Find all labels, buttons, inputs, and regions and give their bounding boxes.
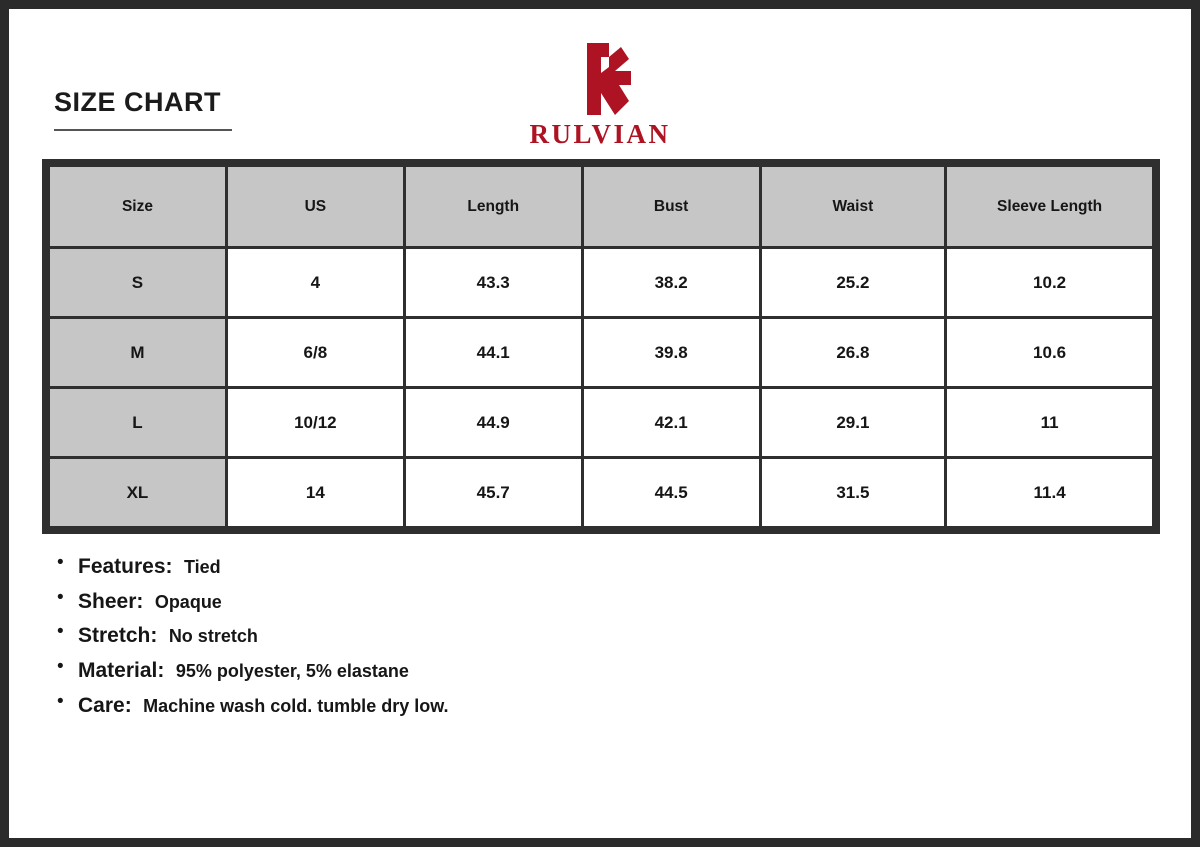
brand-block: [9, 41, 1191, 150]
cell-size: S: [49, 248, 227, 318]
cell-sleeve: 11: [946, 388, 1154, 458]
column-header-waist: Waist: [760, 166, 946, 248]
column-header-sleeve: Sleeve Length: [946, 166, 1154, 248]
cell-size: XL: [49, 458, 227, 528]
cell-sleeve: 11.4: [946, 458, 1154, 528]
spec-value-stretch: No stretch: [168, 626, 258, 647]
spec-value-care: Machine wash cold. tumble dry low.: [143, 695, 449, 716]
rulvian-monogram-icon: [557, 41, 643, 117]
cell-size: M: [49, 318, 227, 388]
cell-waist: 31.5: [760, 458, 946, 528]
cell-length: 44.1: [404, 318, 582, 388]
cell-us: 4: [226, 248, 404, 318]
table-row: [49, 388, 1154, 458]
cell-bust: 44.5: [582, 458, 760, 528]
column-header-size: Size: [49, 166, 227, 248]
cell-us: 14: [226, 458, 404, 528]
column-header-bust: Bust: [582, 166, 760, 248]
table-body: [49, 248, 1154, 528]
table-row: [49, 318, 1154, 388]
cell-waist: 26.8: [760, 318, 946, 388]
list-item: [57, 555, 1191, 579]
cell-sleeve: 10.6: [946, 318, 1154, 388]
list-item: [57, 590, 1191, 614]
column-header-length: Length: [404, 166, 582, 248]
cell-us: 10/12: [226, 388, 404, 458]
table-header: [49, 166, 1154, 248]
spec-label-sheer: Sheer:: [78, 589, 144, 613]
cell-us: 6/8: [226, 318, 404, 388]
size-chart-table: [47, 164, 1155, 529]
cell-bust: 38.2: [582, 248, 760, 318]
table-row: [49, 248, 1154, 318]
document-header: [9, 9, 1191, 159]
spec-value-features: Tied: [183, 557, 221, 577]
cell-sleeve: 10.2: [946, 248, 1154, 318]
cell-length: 45.7: [404, 458, 582, 528]
spec-label-stretch: Stretch:: [78, 624, 158, 648]
list-item: [57, 694, 1191, 718]
table-header-row: [49, 166, 1154, 248]
table-row: [49, 458, 1154, 528]
page-inner-frame: [9, 9, 1191, 838]
spec-label-features: Features:: [78, 555, 173, 578]
list-item: [57, 624, 1191, 648]
cell-bust: 42.1: [582, 388, 760, 458]
page-title: SIZE CHART: [54, 87, 221, 117]
size-table-container: [42, 159, 1160, 534]
spec-value-material: 95% polyester, 5% elastane: [175, 660, 409, 681]
brand-name: RULVIAN: [529, 119, 671, 149]
spec-label-material: Material:: [78, 658, 165, 682]
column-header-us: US: [226, 166, 404, 248]
spec-label-care: Care:: [78, 693, 132, 717]
cell-waist: 25.2: [760, 248, 946, 318]
cell-bust: 39.8: [582, 318, 760, 388]
cell-length: 44.9: [404, 388, 582, 458]
cell-size: L: [49, 388, 227, 458]
list-item: [57, 659, 1191, 683]
product-spec-list: [57, 555, 1191, 718]
cell-length: 43.3: [404, 248, 582, 318]
cell-waist: 29.1: [760, 388, 946, 458]
spec-value-sheer: Opaque: [154, 591, 222, 612]
